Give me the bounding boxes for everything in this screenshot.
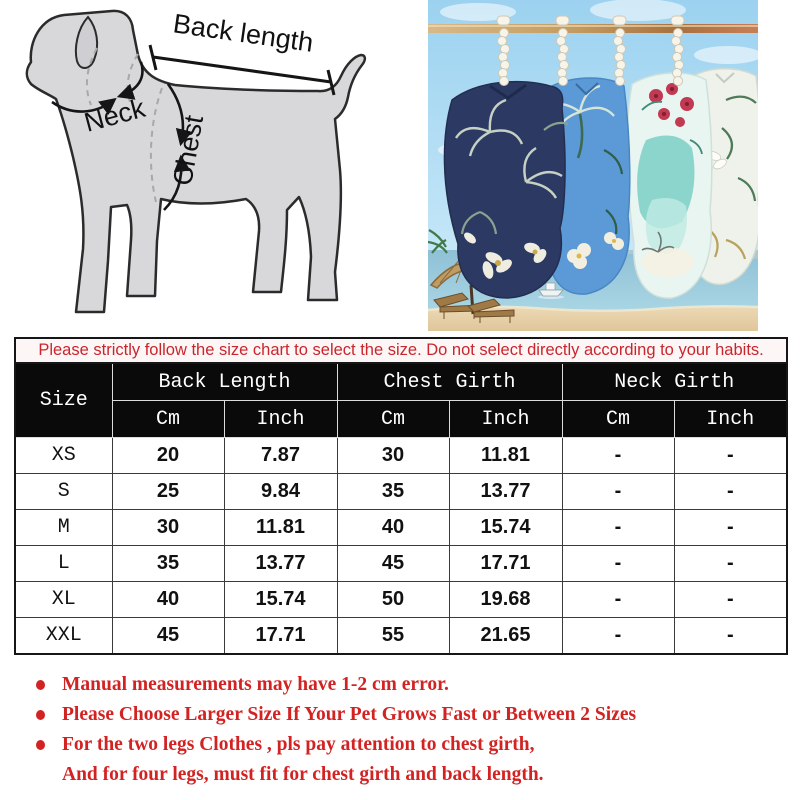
value-cell: - [562,582,674,618]
note-line [36,760,780,790]
value-cell: 15.74 [449,510,562,546]
size-warning-banner: Please strictly follow the size chart to select the size. Do not select directly according to your habits. [15,338,787,363]
header-back-length: Back Length [112,363,337,401]
value-cell: - [674,582,787,618]
value-cell: 21.65 [449,618,562,655]
value-cell: 11.81 [449,438,562,474]
back-length-label: Back length [171,8,316,58]
neck-label: Neck [81,92,149,138]
header-back-inch: Inch [224,401,337,438]
value-cell: 11.81 [224,510,337,546]
value-cell: 9.84 [224,474,337,510]
table-row [15,546,787,582]
table-row [15,582,787,618]
value-cell: - [562,438,674,474]
value-cell: 25 [112,474,224,510]
value-cell: - [674,438,787,474]
value-cell: 30 [112,510,224,546]
value-cell: 7.87 [224,438,337,474]
value-cell: - [562,510,674,546]
dog-diagram-svg [0,0,430,332]
value-cell: 19.68 [449,582,562,618]
header-chest-girth: Chest Girth [337,363,562,401]
header-neck-girth: Neck Girth [562,363,787,401]
note-line [36,670,780,700]
value-cell: 15.74 [224,582,337,618]
value-cell: 35 [112,546,224,582]
value-cell: 45 [112,618,224,655]
value-cell: 50 [337,582,449,618]
chest-label: Chest [167,113,210,188]
table-row [15,474,787,510]
table-row [15,438,787,474]
value-cell: 40 [112,582,224,618]
note-text: And for four legs, must fit for chest girth and back length. [62,764,544,785]
bullet-icon [36,710,45,720]
size-label: M [15,510,112,546]
measurement-notes [36,670,780,790]
beach-photo-svg [428,0,758,331]
header-neck-cm: Cm [562,401,674,438]
bullet-icon [36,680,45,690]
size-chart-table [14,337,788,655]
note-line [36,700,780,730]
value-cell: 20 [112,438,224,474]
value-cell: 13.77 [224,546,337,582]
size-label: XXL [15,618,112,655]
header-size: Size [15,363,112,438]
note-text: Manual measurements may have 1-2 cm error. [62,674,449,695]
note-text: For the two legs Clothes , pls pay attention to chest girth, [62,734,535,755]
table-row [15,618,787,655]
pole-highlight [428,25,758,27]
dog-measurement-diagram [0,0,430,332]
value-cell: - [562,474,674,510]
value-cell: 13.77 [449,474,562,510]
value-cell: 30 [337,438,449,474]
size-label: XS [15,438,112,474]
size-label: L [15,546,112,582]
value-cell: - [562,618,674,655]
shirt-aqua-hibiscus [627,73,712,298]
header-back-cm: Cm [112,401,224,438]
product-photo-shirts-on-beach [428,0,758,331]
value-cell: 17.71 [224,618,337,655]
note-text: Please Choose Larger Size If Your Pet Grows Fast or Between 2 Sizes [62,704,637,725]
bullet-icon [36,740,45,750]
table-row [15,510,787,546]
header-neck-inch: Inch [674,401,787,438]
value-cell: 55 [337,618,449,655]
header-chest-cm: Cm [337,401,449,438]
header-chest-inch: Inch [449,401,562,438]
value-cell: - [674,618,787,655]
size-label: S [15,474,112,510]
value-cell: - [674,546,787,582]
value-cell: 35 [337,474,449,510]
shirt-navy-palm [444,82,568,298]
value-cell: 45 [337,546,449,582]
value-cell: - [674,510,787,546]
note-line [36,730,780,760]
value-cell: 17.71 [449,546,562,582]
value-cell: 40 [337,510,449,546]
value-cell: - [562,546,674,582]
value-cell: - [674,474,787,510]
size-label: XL [15,582,112,618]
